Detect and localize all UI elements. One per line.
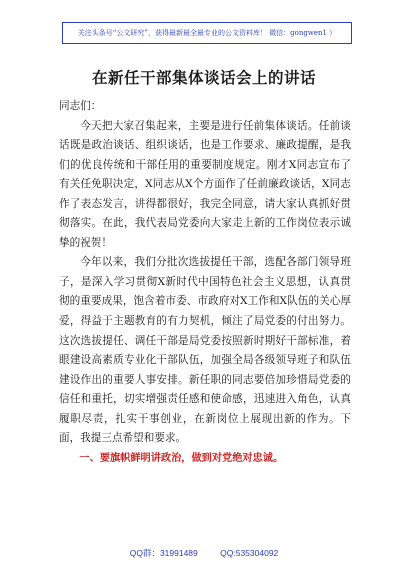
footer-qq-group: QQ群：31991489 — [129, 548, 198, 558]
salutation: 同志们： — [59, 100, 102, 112]
paragraph: 今天把大家召集起来，主要是进行任前集体谈话。任前谈话既是政治谈话、组织谈话，也是工作要求、廉政提醒，是我们的优良传统和干部任用的重要制度规定。刚才X同志宣布了有关任免职决定，X同志从X个方面作了任前廉政谈话，X同志作了表态发言，讲得都很好，我完全同意，请大家认真抓好贯彻落实。在此，我代表局党委向大家走上新的工作岗位表示诚挚的祝贺！ — [59, 119, 351, 249]
promo-banner-text: 关注头条号“公文研究”，获得最新最全最专业的公文资料库！ 微信：gongwen1 ） — [77, 29, 337, 37]
promo-banner — [62, 22, 352, 44]
footer-contact — [0, 547, 408, 559]
section-heading: 一、要旗帜鲜明讲政治，做到对党绝对忠诚。 — [79, 452, 284, 464]
document-title: 在新任干部集体谈话会上的讲话 — [91, 69, 316, 87]
paragraph: 今年以来，我们分批次选拔提任干部，选配各部门领导班子，是深入学习贯彻X新时代中国特色社会主义思想，认真贯彻的重要成果，饱含着市委、市政府对X工作和X队伍的关心厚爱，得益于主题教育的有力契机，倾注了局党委的付出努力。这次选拔提任、调任干部是局党委按照新时期好干部标准，着眼建设高素质专业化干部队伍，加强全局各级领导班子和队伍建设作出的重要人事安排。新任职的同志要倍加珍惜局党委的信任和重托，切实增强责任感和使命感，迅速进入角色，认真履职尽责，扎实干事创业，在新岗位上展现出新的作为。下面，我提三点希望和要求。 — [59, 256, 351, 445]
document-body — [59, 97, 351, 468]
footer-qq: QQ:535304092 — [220, 548, 279, 558]
